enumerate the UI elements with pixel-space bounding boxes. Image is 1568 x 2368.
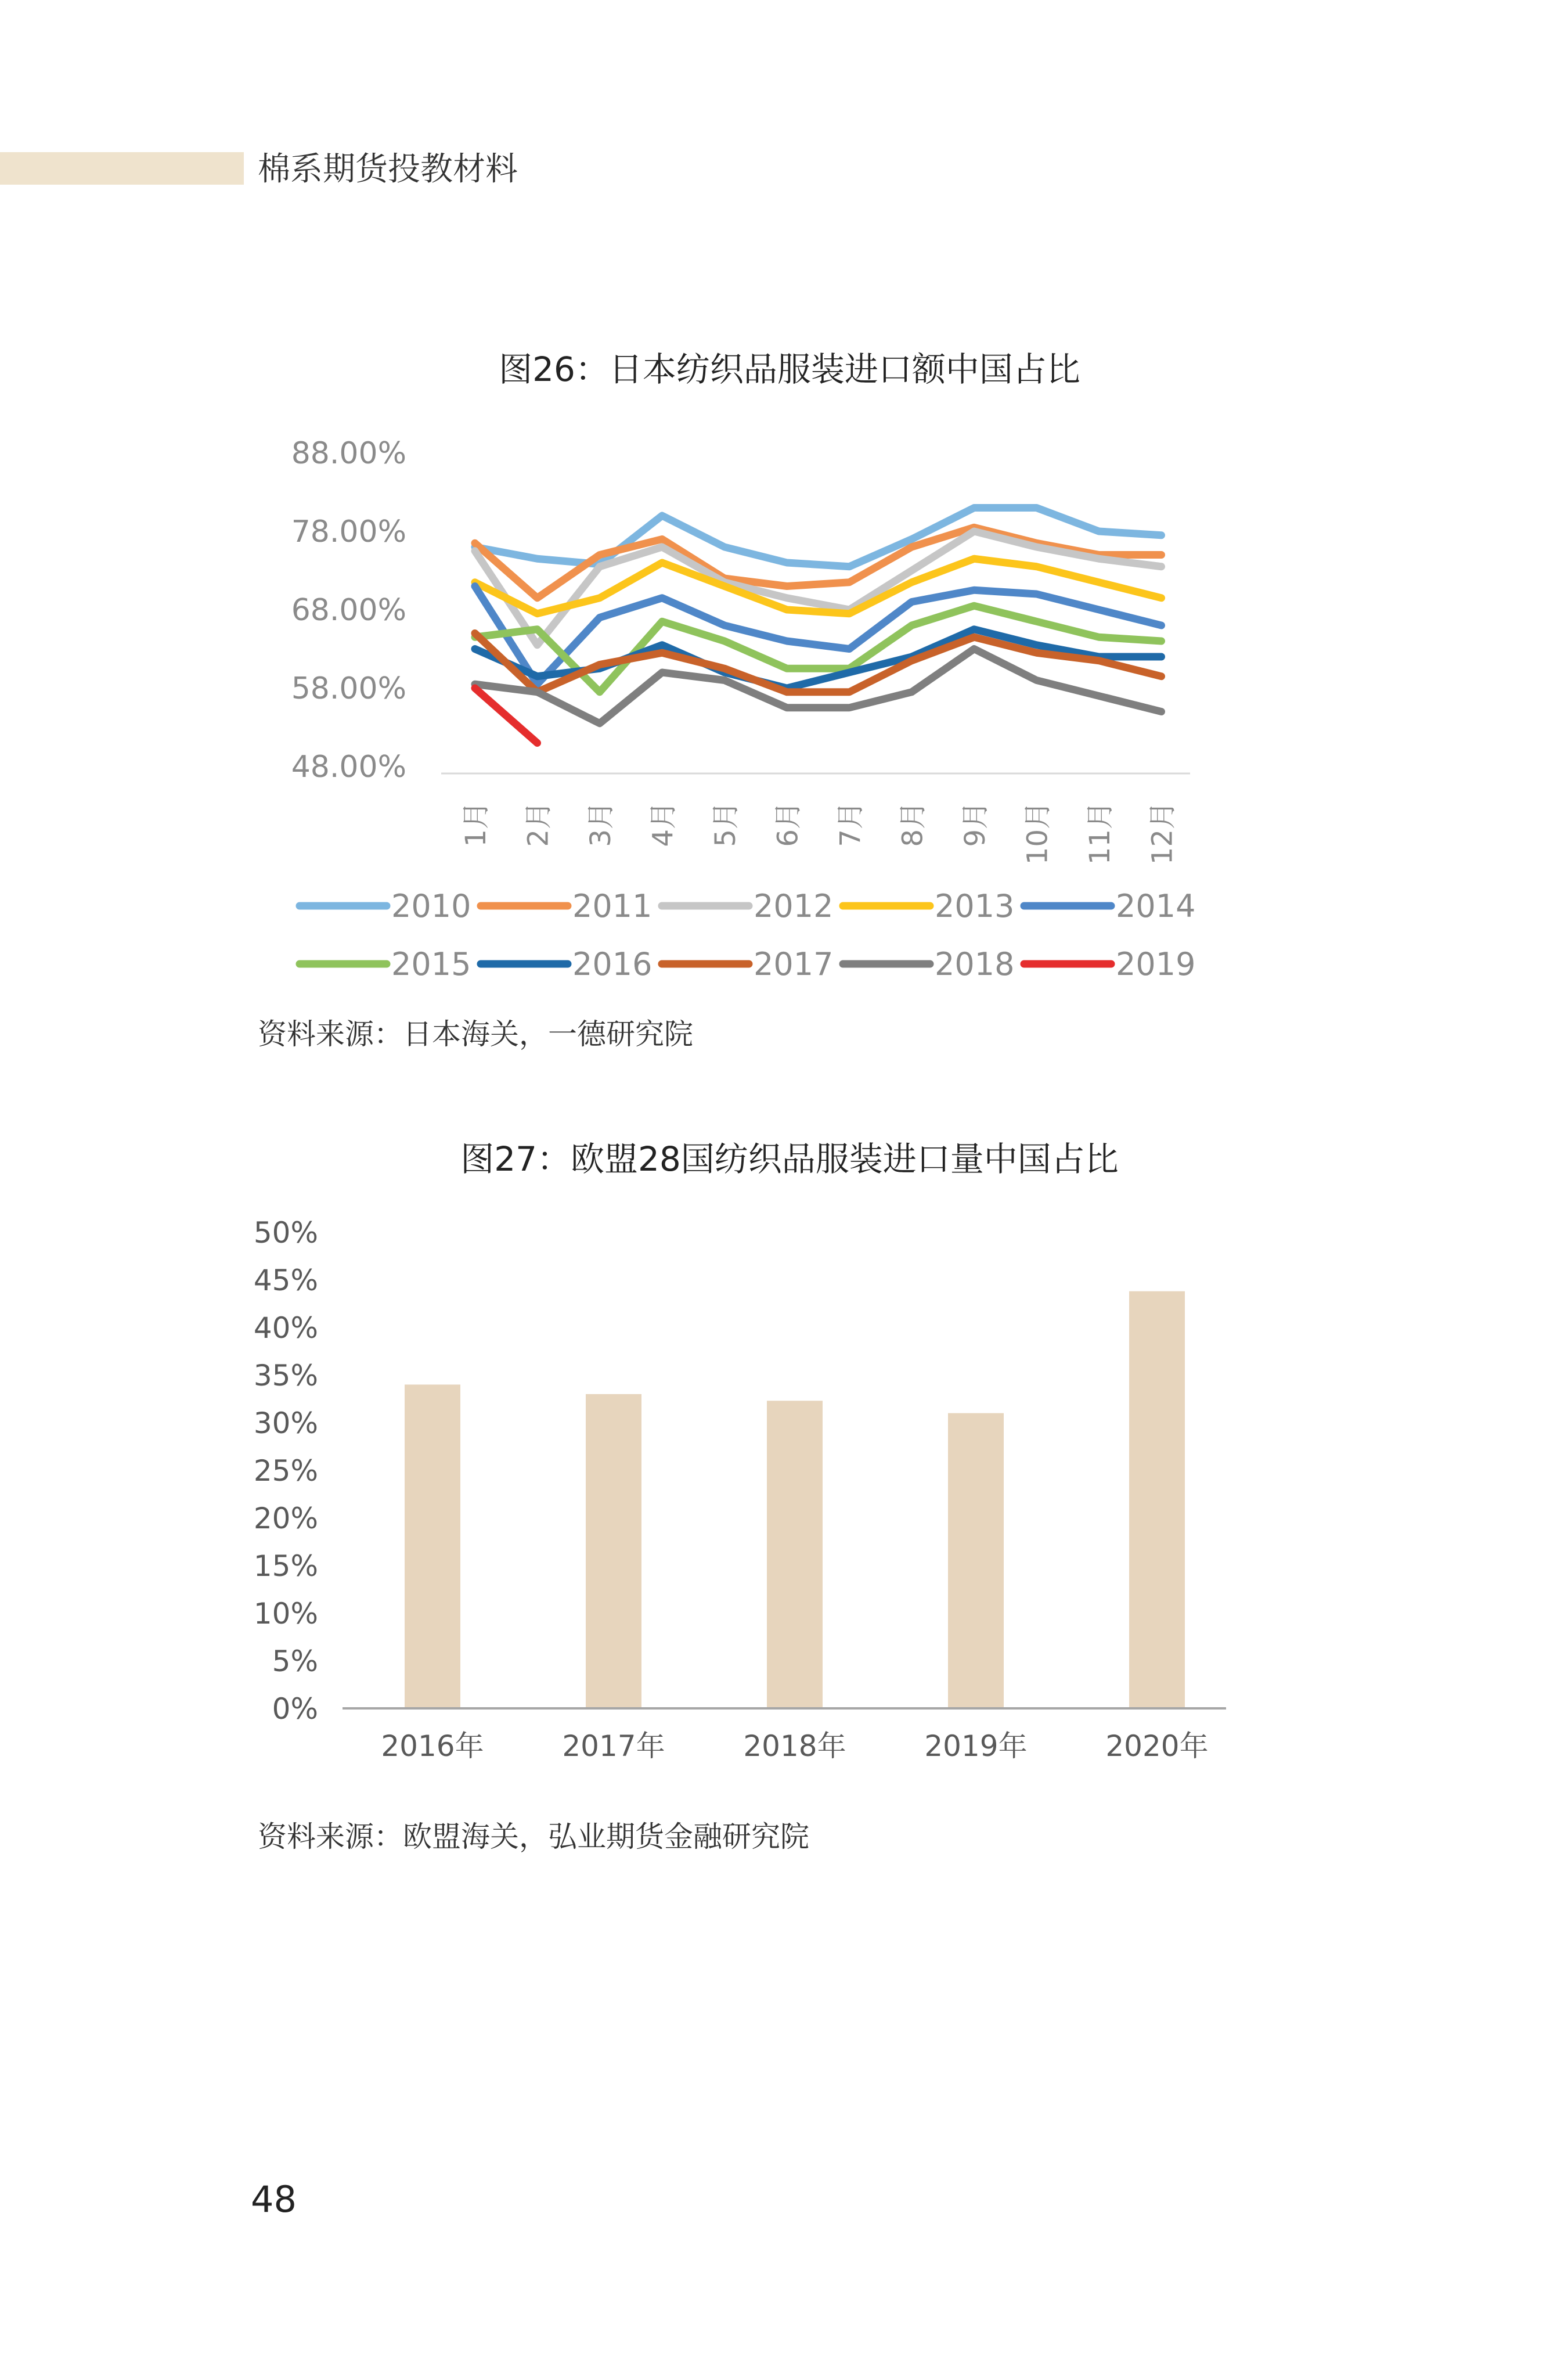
bar-2019年 [948,1413,1004,1708]
x-tick-label: 5月 [709,801,742,847]
legend-label-2011: 2011 [572,888,653,924]
x-tick-label: 7月 [834,801,867,847]
y-tick-label: 58.00% [291,671,406,706]
y-tick-label: 35% [253,1359,318,1392]
y-tick-label: 68.00% [291,593,406,628]
header-accent-bar [0,152,244,185]
x-tick-label-group [959,801,992,847]
y-tick-label: 10% [253,1597,318,1631]
legend-label-2017: 2017 [754,946,834,983]
x-tick-label: 2016年 [381,1729,484,1763]
y-tick-label: 45% [253,1264,318,1297]
x-tick-label: 2018年 [743,1729,846,1763]
y-tick-label: 40% [253,1311,318,1345]
legend-label-2013: 2013 [935,888,1015,924]
x-tick-label-group [460,801,492,847]
page-header-title: 棉系期货投教材料 [258,150,518,188]
x-tick-label: 1月 [460,801,492,847]
y-tick-label: 50% [253,1216,318,1250]
x-tick-label: 2月 [522,801,555,847]
bar-2020年 [1129,1291,1185,1708]
legend-label-2016: 2016 [572,946,653,983]
legend-label-2014: 2014 [1116,888,1196,924]
x-tick-label-group [522,801,555,847]
bar-2017年 [586,1394,641,1708]
y-tick-label: 25% [253,1454,318,1488]
x-tick-label-group [1084,801,1116,865]
page-number: 48 [251,2178,297,2221]
bar-2018年 [767,1401,823,1708]
x-tick-label: 4月 [647,801,680,847]
legend-label-2018: 2018 [935,946,1015,983]
figure-26-line-chart [0,406,1568,993]
y-tick-label: 5% [272,1644,318,1678]
figure-27-title: 图27：欧盟28国纺织品服装进口量中国占比 [460,1139,1119,1179]
x-tick-label: 2020年 [1105,1729,1209,1763]
x-tick-label: 2019年 [924,1729,1028,1763]
figure-26-source: 资料来源：日本海关，一德研究院 [258,1017,693,1051]
x-tick-label: 10月 [1021,801,1054,865]
x-tick-label: 12月 [1146,801,1179,865]
x-tick-label-group [834,801,867,847]
x-tick-label-group [647,801,680,847]
x-tick-label: 11月 [1084,801,1116,865]
x-tick-label: 2017年 [562,1729,665,1763]
series-line-2018 [475,649,1162,724]
x-tick-label-group [585,801,617,847]
y-tick-label: 48.00% [291,750,406,784]
x-tick-label: 8月 [896,801,929,847]
legend-label-2012: 2012 [754,888,834,924]
series-line-2019 [475,688,538,743]
figure-27-source: 资料来源：欧盟海关，弘业期货金融研究院 [258,1820,809,1854]
legend-label-2015: 2015 [391,946,471,983]
x-tick-label: 3月 [585,801,617,847]
x-tick-label-group [709,801,742,847]
legend-label-2010: 2010 [391,888,471,924]
figure-27-bar-chart [0,1202,1568,1794]
y-tick-label: 78.00% [291,514,406,549]
y-tick-label: 30% [253,1406,318,1440]
x-tick-label-group [772,801,805,847]
y-tick-label: 15% [253,1549,318,1583]
x-tick-label-group [897,801,929,847]
series-line-2010 [475,508,1162,567]
y-tick-label: 88.00% [291,436,406,471]
bar-2016年 [405,1384,460,1708]
y-tick-label: 20% [253,1502,318,1535]
y-tick-label: 0% [272,1692,318,1726]
x-tick-label-group [1022,801,1054,865]
legend-label-2019: 2019 [1116,946,1196,983]
x-tick-label: 6月 [772,801,805,847]
x-tick-label-group [1147,801,1179,865]
x-tick-label: 9月 [959,801,992,847]
figure-26-title: 图26：日本纺织品服装进口额中国占比 [499,350,1080,389]
